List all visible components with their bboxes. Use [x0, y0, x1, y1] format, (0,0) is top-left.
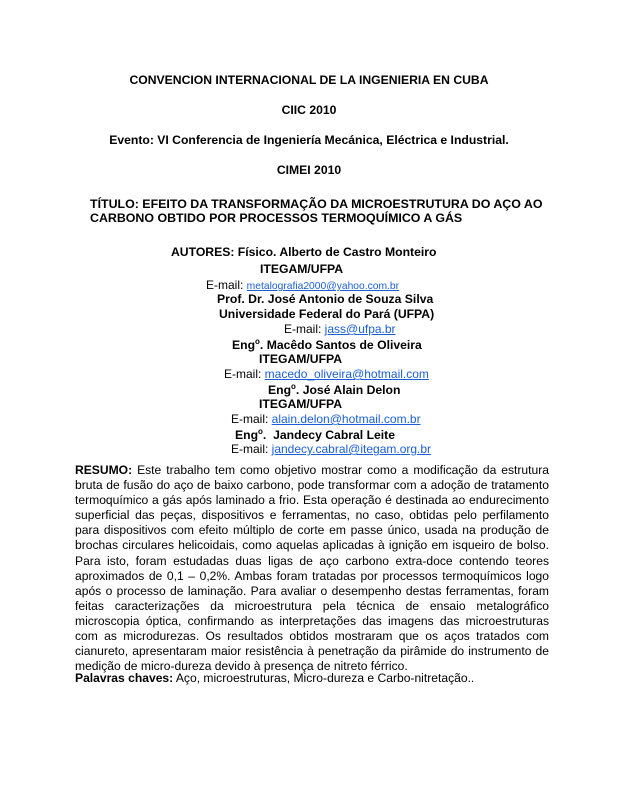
author-2-email-row	[284, 322, 396, 336]
author-5-email-row	[231, 442, 431, 456]
email-label: E-mail:	[284, 322, 325, 336]
author-4-email-row	[231, 412, 421, 426]
author-2-affiliation: Universidade Federal do Pará (UFPA)	[219, 307, 435, 321]
cimei-heading: CIMEI 2010	[276, 163, 342, 177]
abstract-line: brochas circulares helicoidais, como aquelas aplicadas à ignição em isqueiro de bolso.	[75, 538, 549, 553]
abstract-line: termoquímico a gás após laminado a frio. Esta operação é destinada ao endurecimento	[75, 493, 549, 508]
email-label: E-mail:	[206, 278, 247, 292]
abstract-line: bruta de fusão do aço de baixo carbono, pode transformar com a adoção de tratamento	[75, 478, 549, 493]
author-3-affiliation: ITEGAM/UFPA	[259, 352, 343, 366]
author-5-email-link[interactable]: jandecy.cabral@itegam.org.br	[271, 442, 432, 456]
abstract	[75, 463, 549, 674]
abstract-line: RESUMO: Este trabalho tem como objetivo mostrar como a modificação da estrutura	[75, 463, 549, 477]
event-heading: Evento: VI Conferencia de Ingeniería Mecánica, Eléctrica e Industrial.	[109, 133, 509, 147]
email-label: E-mail:	[231, 412, 272, 426]
email-label: E-mail:	[224, 367, 265, 381]
abstract-line: Para isto, foram estudadas duas ligas de aço carbono extra-doce contendo teores	[75, 553, 549, 568]
author-3-email-row	[224, 367, 429, 381]
keywords	[75, 671, 474, 685]
abstract-line: medição de micro-dureza devido à presença de nitreto férrico.	[75, 659, 408, 674]
abstract-line: superficial das peças, dispositivos e ferramentas, no caso, obtidas pelo perfilamento	[75, 508, 549, 523]
abstract-line: com as microdurezas. Os resultados obtidos mostraram que os aços tratados com	[75, 629, 549, 644]
author-2-email-link[interactable]: jass@ufpa.br	[324, 322, 396, 336]
abstract-line: feitas caracterizações da microestrutura pela técnica de ensaio metalográfico	[75, 598, 549, 613]
author-2-name: Prof. Dr. José Antonio de Souza Silva	[217, 292, 434, 306]
author-5-name: Eng$^o$. Jandecy Cabral Leite	[235, 427, 396, 442]
abstract-line: cianureto, apresentaram maior resistência à penetração da pirâmide do instrumento de	[75, 644, 549, 659]
abstract-line: aproximados de 0,1 – 0,2%. Ambas foram tratadas por processos termoquímicos logo	[75, 568, 549, 583]
convention-heading: CONVENCION INTERNACIONAL DE LA INGENIERIA EN CUBA	[129, 73, 489, 87]
author-1-affiliation: ITEGAM/UFPA	[260, 262, 344, 276]
abstract-line: após o processo de laminação. Para avaliar o desempenho destas ferramentas, foram	[75, 583, 549, 598]
abstract-label: RESUMO:	[75, 463, 133, 477]
paper-title-line1: TÍTULO: EFEITO DA TRANSFORMAÇÃO DA MICROESTRUTURA DO AÇO AO	[90, 197, 543, 211]
author-1-email-row	[206, 278, 399, 292]
keywords-text: Aço, microestruturas, Micro-dureza e Carbo-nitretação..	[173, 671, 475, 685]
author-4-email-link[interactable]: alain.delon@hotmail.com.br	[271, 412, 421, 426]
author-1-email-link[interactable]: metalografia2000@yahoo.com.br	[246, 281, 400, 292]
author-4-name: Eng$^o$. José Alain Delon	[268, 382, 401, 397]
paper-title-line2: CARBONO OBTIDO POR PROCESSOS TERMOQUÍMICO A GÁS	[90, 211, 463, 225]
abstract-line: microscopia óptica, confirmando as interpretações das imagens das microestruturas	[75, 613, 549, 628]
abstract-line: para dispositivos com efeito múltiplo de corte em passe único, usada na produção de	[75, 523, 549, 538]
author-4-affiliation: ITEGAM/UFPA	[259, 397, 343, 411]
author-3-email-link[interactable]: macedo_oliveira@hotmail.com	[264, 367, 429, 381]
authors-label: AUTORES: Físico. Alberto de Castro Monteiro	[171, 245, 437, 259]
email-label: E-mail:	[231, 442, 272, 456]
keywords-label: Palavras chaves:	[75, 671, 174, 685]
ciic-heading: CIIC 2010	[281, 103, 337, 117]
author-3-name: Eng$^o$. Macêdo Santos de Oliveira	[232, 337, 422, 352]
